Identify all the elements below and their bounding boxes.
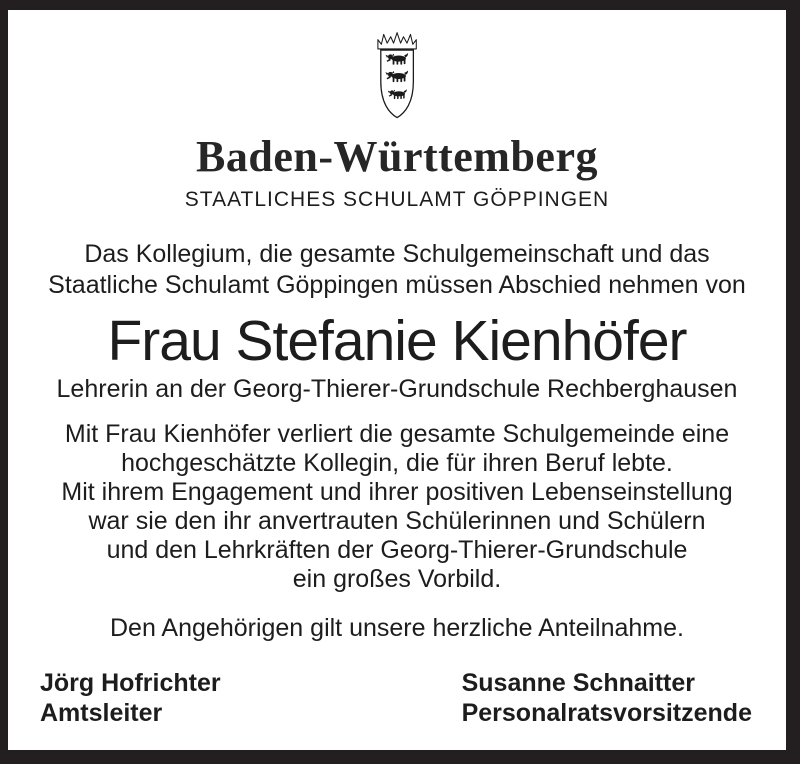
authority-name: STAATLICHES SCHULAMT GÖPPINGEN [184, 188, 610, 211]
signature-name: Susanne Schnaitter [461, 669, 695, 697]
signature-name: Jörg Hofrichter [40, 669, 221, 697]
tribute-line: Mit Frau Kienhöfer verliert die gesamte Schulgemeinde eine [64, 420, 730, 448]
tribute-line: war sie den ihr anvertrauten Schülerinnen und Schülern [88, 507, 706, 535]
tribute-line: hochgeschätzte Kollegin, die für ihren Beruf lebte. [121, 449, 673, 477]
tribute-paragraph [8, 420, 786, 594]
intro-line-1: Das Kollegium, die gesamte Schulgemeinschaft und das [84, 240, 710, 268]
baden-wuerttemberg-coat-of-arms-icon [368, 28, 426, 124]
emblem-wrap [8, 28, 786, 124]
tribute-line: ein großes Vorbild. [292, 565, 502, 593]
deceased-name: Frau Stefanie Kienhöfer [107, 309, 687, 373]
obituary-sheet [8, 10, 786, 750]
signature-title: Amtsleiter [40, 699, 163, 727]
state-name: Baden-Württemberg [196, 132, 598, 181]
signatures-row [8, 668, 786, 728]
intro-paragraph [8, 239, 786, 301]
signature-title: Personalratsvorsitzende [461, 699, 752, 727]
condolence-line: Den Angehörigen gilt unsere herzliche Anteilnahme. [110, 614, 684, 642]
tribute-line: Mit ihrem Engagement und ihrer positiven Lebenseinstellung [61, 478, 733, 506]
intro-line-2: Staatliche Schulamt Göppingen müssen Abschied nehmen von [48, 271, 746, 299]
deceased-role: Lehrerin an der Georg-Thierer-Grundschule Rechberghausen [56, 375, 738, 403]
tribute-line: und den Lehrkräften der Georg-Thierer-Grundschule [106, 536, 688, 564]
signature-left [40, 668, 221, 728]
signature-right [462, 668, 752, 728]
